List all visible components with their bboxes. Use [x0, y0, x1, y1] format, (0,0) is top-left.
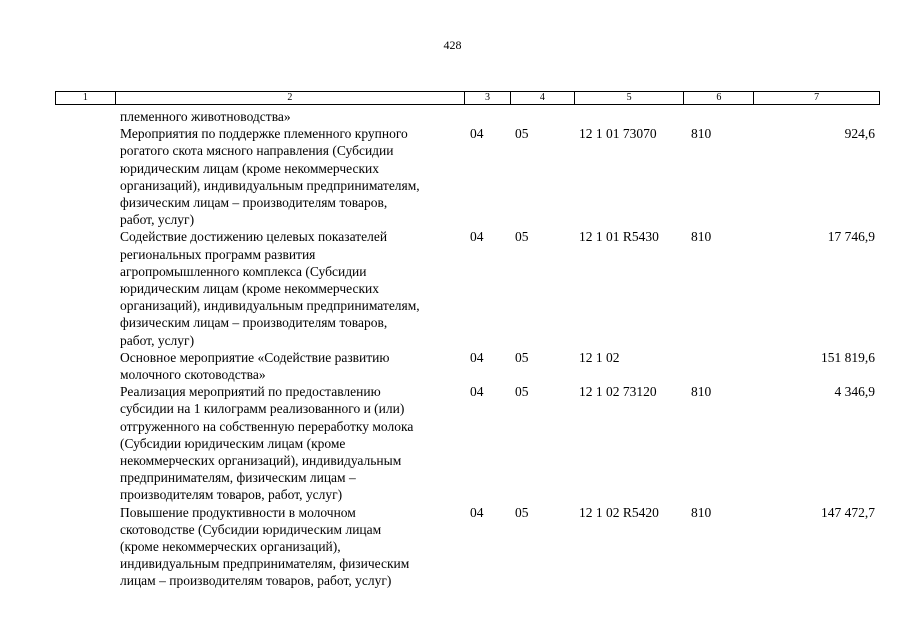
row-description: племенного животноводства» — [120, 109, 291, 124]
row-expense-type: 810 — [691, 384, 712, 400]
row-target-code: 12 1 02 — [579, 349, 620, 365]
row-col-1 — [55, 383, 115, 503]
header-col-3: 3 — [465, 92, 511, 104]
header-col-2: 2 — [116, 92, 465, 104]
row-amount: 924,6 — [844, 126, 875, 142]
row-amount: 17 746,9 — [827, 229, 875, 245]
row-description: Основное мероприятие «Содействие развитию молочного скотоводства» — [120, 349, 390, 383]
header-col-1: 1 — [56, 92, 116, 104]
row-subsection-code — [511, 108, 575, 125]
row-section-code: 04 — [470, 384, 484, 400]
row-target-code: 12 1 02 73120 — [579, 384, 657, 400]
header-col-5: 5 — [575, 92, 685, 104]
row-expense-type — [685, 349, 755, 383]
row-description: Мероприятия по поддержке племенного крупного рогатого скота мясного направления (Субсидии юридическим лицам (кроме некоммерческих организаций), индивидуальным предпринимателям, физическим лицам – производителям товаров, работ, услуг) — [120, 126, 420, 228]
table-row — [55, 504, 880, 590]
row-description: Повышение продуктивности в молочном скотоводстве (Субсидии юридическим лицам (кроме некоммерческих организаций), индивидуальным предпринимателям, физическим лицам – производителям товаров, работ, услуг) — [120, 504, 410, 589]
table-row — [55, 108, 880, 125]
row-amount — [755, 108, 880, 125]
row-col-1 — [55, 228, 115, 348]
row-col-1 — [55, 349, 115, 383]
row-subsection-code: 05 — [515, 349, 529, 365]
row-target-code — [575, 108, 685, 125]
table-row — [55, 349, 880, 383]
row-expense-type: 810 — [691, 229, 712, 245]
row-subsection-code: 05 — [515, 384, 529, 400]
row-amount: 147 472,7 — [821, 504, 875, 520]
row-subsection-code: 05 — [515, 126, 529, 142]
row-expense-type — [685, 108, 755, 125]
row-section-code: 04 — [470, 229, 484, 245]
row-target-code: 12 1 01 73070 — [579, 126, 657, 142]
row-section-code: 04 — [470, 504, 484, 520]
row-col-1 — [55, 125, 115, 228]
row-section-code: 04 — [470, 126, 484, 142]
row-col-1 — [55, 504, 115, 590]
header-col-4: 4 — [511, 92, 575, 104]
row-target-code: 12 1 01 R5430 — [579, 229, 659, 245]
row-expense-type: 810 — [691, 126, 712, 142]
row-target-code: 12 1 02 R5420 — [579, 504, 659, 520]
table-row — [55, 125, 880, 228]
row-amount: 4 346,9 — [834, 384, 875, 400]
row-subsection-code: 05 — [515, 504, 529, 520]
row-col-1 — [55, 108, 115, 125]
row-description: Реализация мероприятий по предоставлению субсидии на 1 килограмм реализованного и (или) отгруженного на собственную переработку молока (Субсидии юридическим лицам (кроме некоммерческих организаций), индивидуальным предпринимателям, физическим лицам – производителям товаров, работ, услуг) — [120, 384, 414, 503]
header-col-6: 6 — [684, 92, 754, 104]
row-subsection-code: 05 — [515, 229, 529, 245]
budget-table-body — [55, 108, 880, 590]
row-section-code: 04 — [470, 349, 484, 365]
header-col-7: 7 — [814, 92, 820, 103]
table-row — [55, 228, 880, 348]
row-amount: 151 819,6 — [821, 349, 875, 365]
table-row — [55, 383, 880, 503]
page-number: 428 — [443, 38, 462, 52]
table-header-row — [55, 91, 880, 105]
row-section-code — [465, 108, 511, 125]
row-expense-type: 810 — [691, 504, 712, 520]
row-description: Содействие достижению целевых показателей региональных программ развития агропромышленного комплекса (Субсидии юридическим лицам (кроме некоммерческих организаций), индивидуальным предпринимателям, физическим лицам – производителям товаров, работ, услуг) — [120, 229, 420, 348]
